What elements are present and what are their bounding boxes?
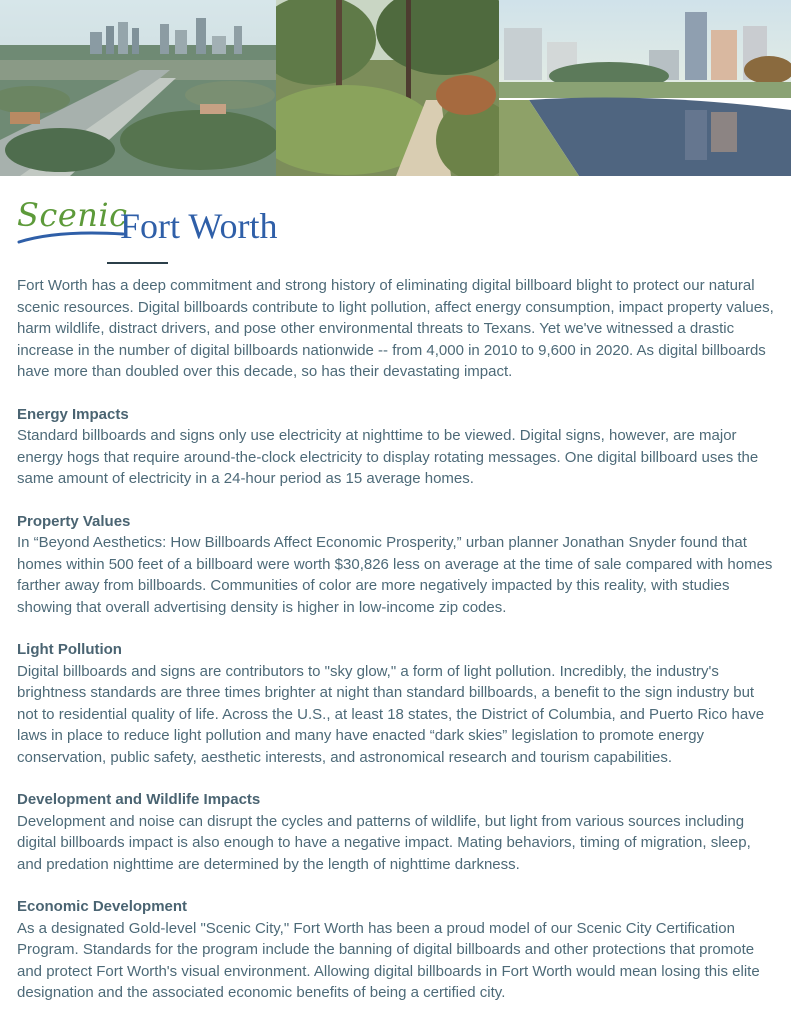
section-development-wildlife [17, 789, 777, 875]
section-property-values [17, 511, 777, 619]
city-skyline-photo [0, 0, 276, 176]
section-heading: Property Values [17, 512, 131, 530]
intro-paragraph: Fort Worth has a deep commitment and strong history of eliminating digital billboard blight to protect our natural scenic resources. Digital billboards contribute to light pollution, affect energy consumption, impact property values, harm wildlife, distract drivers, and pose other environmental threats to Texans. Yet we've witnessed a drastic increase in the number of digital billboards nationwide -- from 4,000 in 2010 to 9,600 in 2020. As digital billboards have more than doubled over this decade, so has their devastating impact. [17, 277, 774, 380]
section-economic-development [17, 896, 777, 1004]
river-skyline-photo [499, 0, 791, 176]
section-energy-impacts [17, 404, 777, 490]
section-body: Standard billboards and signs only use electricity at nighttime to be viewed. Digital signs, however, are major energy hogs that require around-the-clock electricity to display rotating messages. One digital billboard uses the same amount of electricity in a 24-hour period as 15 average homes. [17, 427, 759, 487]
section-heading: Energy Impacts [17, 405, 129, 423]
section-body: As a designated Gold-level "Scenic City," Fort Worth has been a proud model of our Scenic City Certification Program. Standards for the program include the banning of digital billboards and other protections that promote and protect Fort Worth's visual environment. Allowing digital billboards in Fort Worth would mean losing this elite designation and the associated economic benefits of being a certified city. [17, 919, 760, 1001]
document-body [17, 275, 777, 1025]
logo-swoosh-icon [17, 228, 127, 246]
scenic-fort-worth-logo [17, 196, 307, 252]
section-heading: Development and Wildlife Impacts [17, 791, 261, 808]
section-light-pollution [17, 639, 777, 768]
header-banner [0, 0, 791, 176]
logo-scenic-text: Scenic [17, 196, 128, 234]
section-body: In “Beyond Aesthetics: How Billboards Affect Economic Prosperity,” urban planner Jonathan Snyder found that homes within 500 feet of a billboard were worth $30,826 less on average at the time of sale compared with homes farther away from billboards. Communities of color are more negatively impacted by this reality, with studies showing that overall advertising density is higher in low-income zip codes. [17, 534, 773, 616]
logo-fort-worth-text: Fort Worth [120, 206, 278, 246]
park-path-photo [276, 0, 499, 176]
section-heading: Economic Development [17, 898, 188, 915]
divider-line [107, 262, 168, 264]
section-body: Development and noise can disrupt the cycles and patterns of wildlife, but light from various sources including digital billboards impact is also enough to have a negative impact. Mating behaviors, timing of migration, sleep, and predation nighttime are determined by the length of nighttime darkness. [17, 812, 751, 873]
section-body: Digital billboards and signs are contributors to "sky glow," a form of light pollution. Incredibly, the industry's brightness standards are three times brighter at night than standard billboards, a benefit to the sign industry but not to residential quality of life. Across the U.S., at least 18 states, the District of Columbia, and Puerto Rico have laws in place to reduce light pollution and many have enacted “dark skies” legislation to promote energy conservation, public safety, aesthetic interests, and astronomical research and tourism capabilities. [17, 662, 765, 766]
section-heading: Light Pollution [17, 641, 122, 658]
